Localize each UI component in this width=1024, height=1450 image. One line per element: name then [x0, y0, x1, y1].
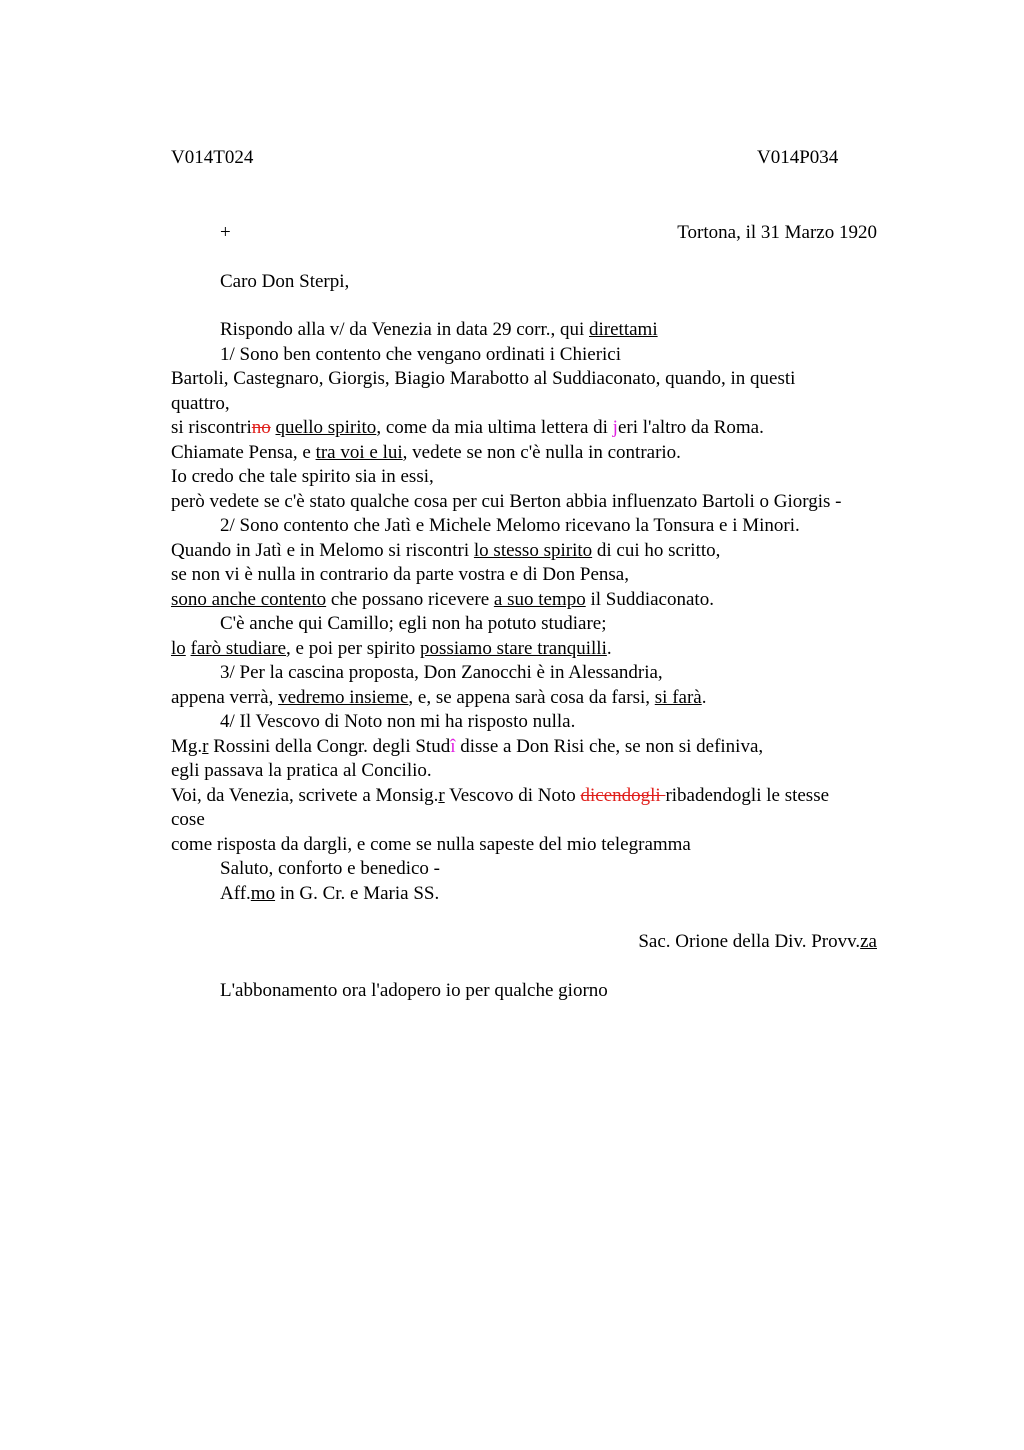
- letter-line: Bartoli, Castegnaro, Giorgis, Biagio Marabotto al Suddiaconato, quando, in questi: [171, 368, 796, 389]
- underlined-text: mo: [250, 883, 276, 904]
- letter-line: appena verrà, vedremo insieme, e, se appena sarà cosa da farsi, si farà.: [171, 687, 707, 708]
- underlined-text: quello spirito: [275, 417, 377, 438]
- cross-symbol: +: [220, 222, 231, 243]
- place-date: Tortona, il 31 Marzo 1920: [677, 222, 877, 243]
- letter-line: se non vi è nulla in contrario da parte vostra e di Don Pensa,: [171, 564, 629, 585]
- highlighted-letter: î: [450, 736, 456, 757]
- struck-through-text: no: [251, 417, 271, 438]
- letter-line: Quando in Jatì e in Melomo si riscontri lo stesso spirito di cui ho scritto,: [171, 540, 721, 561]
- salutation: Caro Don Sterpi,: [220, 271, 350, 292]
- letter-line: si riscontrino quello spirito, come da mia ultima lettera di jeri l'altro da Roma.: [171, 417, 764, 438]
- postscript: L'abbonamento ora l'adopero io per qualche giorno: [220, 980, 608, 1001]
- highlighted-letter: j: [612, 417, 618, 438]
- letter-line: però vedete se c'è stato qualche cosa per cui Berton abbia influenzato Bartoli o Giorgis -: [171, 491, 842, 512]
- letter-line: Io credo che tale spirito sia in essi,: [171, 466, 434, 487]
- document-code-right: V014P034: [757, 147, 839, 168]
- underlined-text: lo stesso spirito: [473, 540, 593, 561]
- letter-line: Rispondo alla v/ da Venezia in data 29 corr., qui direttami: [220, 319, 658, 340]
- letter-line: lo farò studiare, e poi per spirito possiamo stare tranquilli.: [171, 638, 612, 659]
- underlined-text: direttami: [589, 319, 658, 340]
- underlined-text: tra voi e lui: [315, 442, 403, 463]
- underlined-text: vedremo insieme: [278, 687, 409, 708]
- letter-line: 1/ Sono ben contento che vengano ordinati i Chierici: [220, 344, 622, 365]
- letter-line: 3/ Per la cascina proposta, Don Zanocchi è in Alessandria,: [220, 662, 663, 683]
- letter-line: Voi, da Venezia, scrivete a Monsig.r Vescovo di Noto dicendogli ribadendogli le stesse: [171, 785, 830, 806]
- underlined-text: sono anche contento: [171, 589, 327, 610]
- underlined-text: r: [202, 736, 209, 757]
- signature: Sac. Orione della Div. Provv.za: [638, 931, 877, 952]
- struck-through-text: dicendogli: [580, 785, 666, 806]
- underlined-text: za: [860, 931, 877, 952]
- letter-line: quattro,: [171, 393, 230, 414]
- letter-line: Saluto, conforto e benedico -: [220, 858, 441, 879]
- letter-line: C'è anche qui Camillo; egli non ha potuto studiare;: [220, 613, 607, 634]
- letter-line: Chiamate Pensa, e tra voi e lui, vedete se non c'è nulla in contrario.: [171, 442, 681, 463]
- underlined-text: lo: [171, 638, 186, 659]
- letter-line: sono anche contento che possano ricevere a suo tempo il Suddiaconato.: [171, 589, 714, 610]
- letter-line: egli passava la pratica al Concilio.: [171, 760, 432, 781]
- underlined-text: si farà: [654, 687, 702, 708]
- letter-line: cose: [171, 809, 205, 830]
- letter-line: come risposta da dargli, e come se nulla sapeste del mio telegramma: [171, 834, 691, 855]
- letter-line: 2/ Sono contento che Jatì e Michele Melomo ricevano la Tonsura e i Minori.: [220, 515, 800, 536]
- underlined-text: possiamo stare tranquilli: [420, 638, 607, 659]
- letter-line: 4/ Il Vescovo di Noto non mi ha risposto nulla.: [220, 711, 576, 732]
- underlined-text: farò studiare: [190, 638, 287, 659]
- underlined-text: a suo tempo: [493, 589, 586, 610]
- letter-line: Mg.r Rossini della Congr. degli Studî disse a Don Risi che, se non si definiva,: [171, 736, 764, 757]
- document-code-left: V014T024: [171, 147, 254, 168]
- underlined-text: r: [438, 785, 445, 806]
- letter-line: Aff.mo in G. Cr. e Maria SS.: [220, 883, 440, 904]
